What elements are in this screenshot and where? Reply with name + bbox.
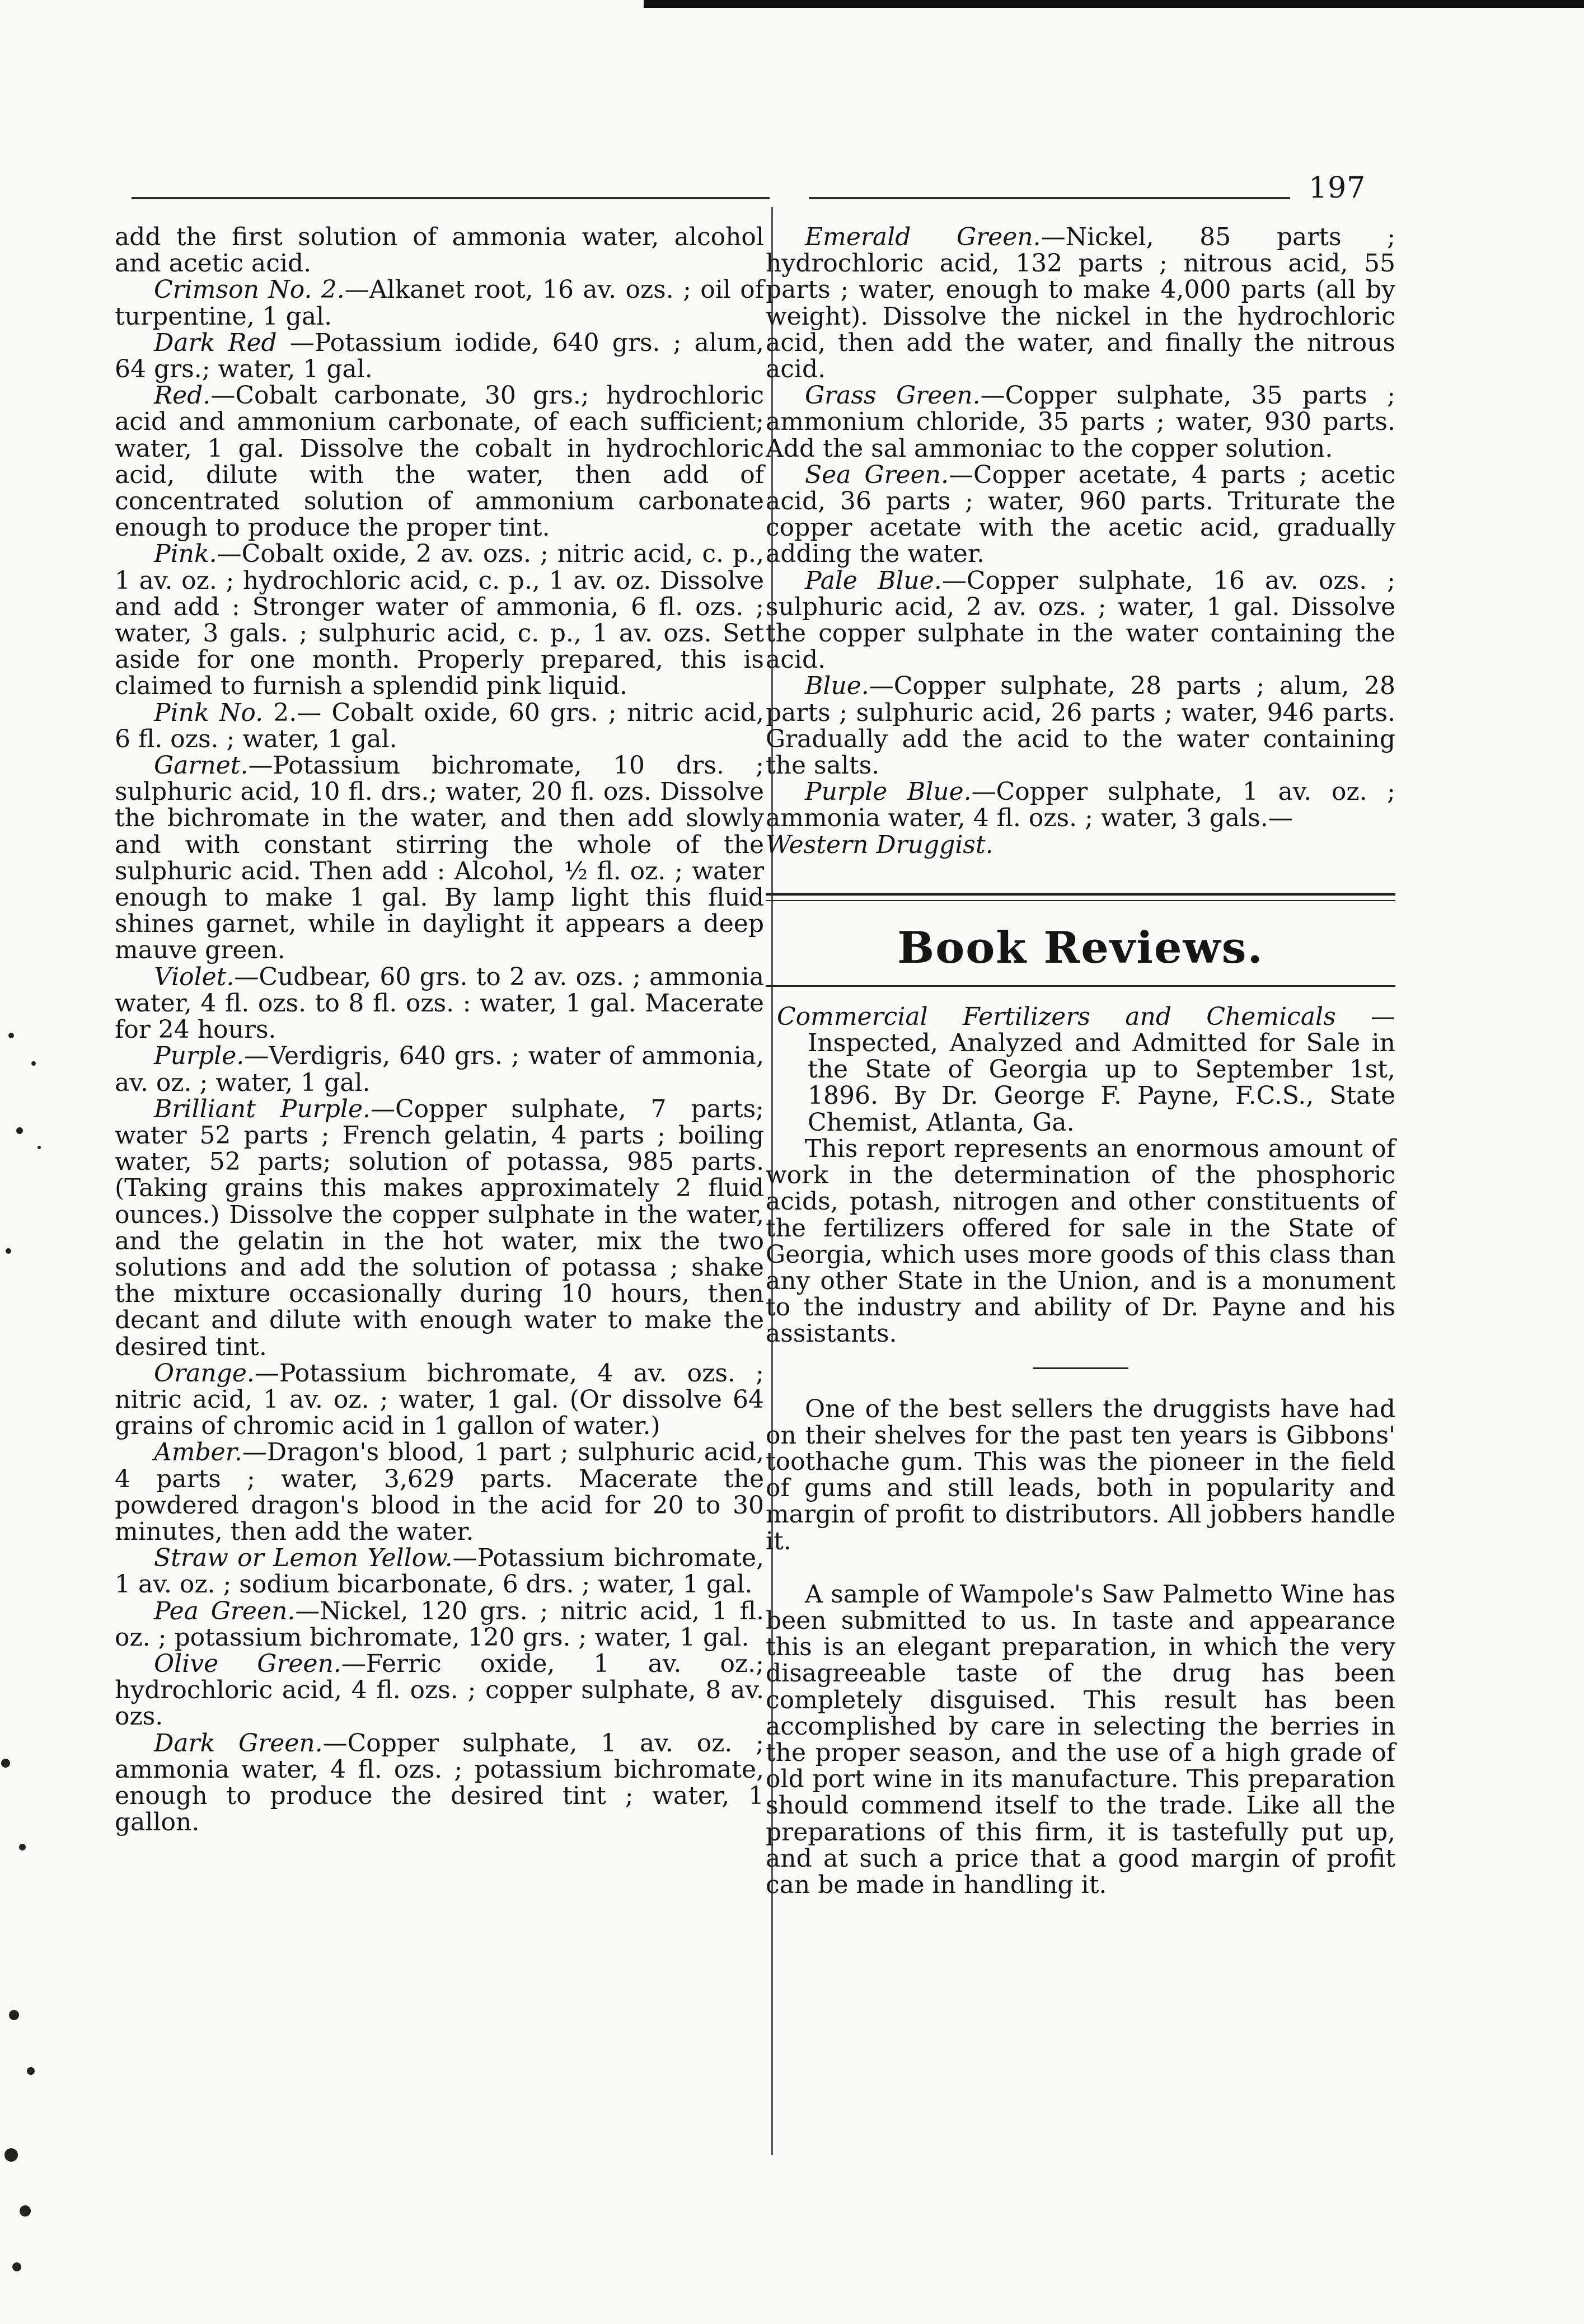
right-entry [766,224,1395,382]
right-entry [766,673,1395,779]
source-credit: Western Druggist. [766,830,993,859]
scan-edge-specks [0,0,112,2324]
review-citation [766,1004,1395,1136]
left-entry-lead: Red. [154,381,211,410]
left-entry-lead: Amber. [154,1438,242,1467]
right-entry-text: —Copper sulphate, 35 parts ; ammonium chloride, 35 parts ; water, 930 parts. Add the sal ammoniac to the copper solution. [766,381,1395,463]
left-entry [115,541,764,699]
review-title: Commercial Fertilizers and Chemicals [777,1002,1336,1031]
left-entry-lead: Violet. [154,962,235,991]
left-entry-lead: Crimson No. 2. [154,275,345,304]
right-entry-text: —Copper sulphate, 28 parts ; alum, 28 parts ; sulphuric acid, 26 parts ; water, 946 parts. Gradually add the acid to the water containing the salts. [766,672,1395,780]
right-column [766,224,1395,1898]
left-entry-lead: Dark Green. [154,1728,323,1758]
left-entry-lead: Orange. [154,1358,255,1388]
left-entry-lead: Pink. [154,540,217,569]
left-entry-lead: Straw or Lemon Yellow. [154,1544,453,1573]
left-entry [115,964,764,1043]
right-recipes [766,224,1395,832]
left-entry [115,330,764,382]
left-entry-text: —Ferric oxide, 1 av. oz.; hydrochloric acid, 4 fl. ozs. ; copper sulphate, 8 av. ozs. [115,1649,764,1731]
review-citation-rest: — Inspected, Analyzed and Admitted for Sale in the State of Georgia up to September 1st, 1896. By Dr. George F. Payne, F.C.S., State Chemist, Atlanta, Ga. [808,1002,1395,1137]
right-entry-lead: Sea Green. [805,460,949,489]
right-entry-lead: Grass Green. [805,381,981,410]
right-entry-text: —Copper sulphate, 1 av. oz. ; ammonia water, 4 fl. ozs. ; water, 3 gals.— [766,777,1395,833]
left-column [115,224,764,1835]
left-entry [115,1439,764,1545]
left-entry [115,224,764,277]
left-entry [115,1545,764,1597]
left-entry-lead: Purple. [154,1042,245,1071]
header-rule-right [809,197,1290,199]
right-entry-text: —Copper sulphate, 16 av. ozs. ; sulphuric acid, 2 av. ozs. ; water, 1 gal. Dissolve the copper sulphate in the water containing the acid. [766,566,1395,674]
left-entry [115,382,764,541]
note-gibbons: One of the best sellers the druggists have had on their shelves for the past ten years is Gibbons' toothache gum. This was the pioneer in the field of gums and still leads, both in popularity and margin of profit to distributors. All jobbers handle it. [766,1394,1395,1555]
left-entry-text: —Potassium bichromate, 10 drs. ; sulphuric acid, 10 fl. drs.; water, 20 fl. ozs. Dissolve the bichromate in the water, and then add slowly and with constant stirring the whole of the sulphuric acid. Then add : Alcohol, ½ fl. oz. ; water enough to make 1 gal. By lamp light this fluid shines garnet, while in daylight it appears a deep mauve green. [115,751,764,965]
note-wampole: A sample of Wampole's Saw Palmetto Wine has been submitted to us. In taste and appearance this is an elegant preparation, in which the very disagreeable taste of the drug has been completely disguised. This result has been accomplished by care in selecting the berries in the proper season, and the use of a high grade of old port wine in its manufacture. This preparation should commend itself to the trade. Like all the preparations of this firm, it is tastefully put up, and at such a price that a good margin of profit can be made in handling it. [766,1580,1395,1899]
left-entry-lead: Brilliant Purple. [154,1094,371,1123]
right-entry-text: —Copper acetate, 4 parts ; acetic acid, 36 parts ; water, 960 parts. Triturate the copper acetate with the acetic acid, gradually adding the water. [766,460,1395,569]
left-entry-text: —Potassium bichromate, 1 av. oz. ; sodium bicarbonate, 6 drs. ; water, 1 gal. [115,1544,764,1599]
page-number: 197 [1309,171,1366,205]
right-entry [766,462,1395,568]
left-entry [115,1598,764,1651]
right-entry-lead: Pale Blue. [805,566,942,595]
right-entry-lead: Blue. [805,672,869,701]
left-entry [115,1730,764,1836]
left-entry-text: —Potassium bichromate, 4 av. ozs. ; nitric acid, 1 av. oz. ; water, 1 gal. (Or dissolve 64 grains of chromic acid in 1 gallon of water.) [115,1358,764,1441]
left-entry-lead: Garnet. [154,751,249,780]
left-entry [115,1651,764,1730]
page-top-edge [644,0,1584,8]
left-entry-lead: Dark Red [154,328,277,357]
header-rule-left [132,197,770,199]
heading-rule [766,985,1395,987]
left-entry-text: —Nickel, 120 grs. ; nitric acid, 1 fl. oz. ; potassium bichromate, 120 grs. ; water, 1 gal. [115,1596,764,1652]
review-body: This report represents an enormous amount of work in the determination of the phosphoric acids, potash, nitrogen and other constituents of the fertilizers offered for sale in the State of Georgia, which uses more goods of this class than any other State in the Union, and is a monument to the industry and ability of Dr. Payne and his assistants. [766,1134,1395,1348]
right-entry-lead: Purple Blue. [805,777,972,807]
left-entry-text: add the first solution of ammonia water, alcohol and acetic acid. [115,223,764,278]
left-entry-text: —Cobalt oxide, 2 av. ozs. ; nitric acid, c. p., 1 av. oz. ; hydrochloric acid, c. p., 1 av. oz. Dissolve and add : Stronger water of ammonia, 6 fl. ozs. ; water, 3 gals. ; sulphuric acid, c. p., 1 av. ozs. Set aside for one month. Properly prepared, this is claimed to furnish a splendid pink liquid. [115,540,764,701]
right-entry-lead: Emerald Green. [805,223,1041,251]
left-entry-lead: Olive Green. [154,1649,341,1678]
section-heading: Book Reviews. [897,922,1264,973]
right-entry [766,568,1395,673]
double-rule [766,893,1395,901]
section-break-rule [1033,1367,1128,1369]
left-entry-text: —Cudbear, 60 grs. to 2 av. ozs. ; ammonia water, 4 fl. ozs. to 8 fl. ozs. : water, 1 gal. Macerate for 24 hours. [115,962,764,1044]
left-entry [115,1043,764,1095]
right-entry-text: —Nickel, 85 parts ; hydrochloric acid, 132 parts ; nitrous acid, 55 parts ; water, enough to make 4,000 parts (all by weight). Dissolve the nickel in the hydrochloric acid, then add the water, and finally the nitrous acid. [766,223,1395,384]
left-entry-text: —Copper sulphate, 7 parts; water 52 parts ; French gelatin, 4 parts ; boiling water, 52 parts; solution of potassa, 985 parts. (Taking grains this makes approximately 2 fluid ounces.) Dissolve the copper sulphate in the water, and the gelatin in the hot water, mix the two solutions and add the solution of potassa ; shake the mixture occasionally during 10 hours, then decant and dilute with enough water to make the desired tint. [115,1094,764,1361]
left-entry-text: —Cobalt carbonate, 30 grs.; hydrochloric acid and ammonium carbonate, of each sufficient; water, 1 gal. Dissolve the cobalt in hydrochloric acid, dilute with the water, then add of concentrated solution of ammonium carbonate enough to produce the proper tint. [115,381,764,542]
right-entry [766,382,1395,462]
left-entry-lead: Pea Green. [154,1596,296,1625]
left-entry-text: —Potassium iodide, 640 grs. ; alum, 64 grs.; water, 1 gal. [115,328,764,384]
left-entry [115,1360,764,1440]
right-entry [766,779,1395,831]
left-entry-text: —Copper sulphate, 1 av. oz. ; ammonia water, 4 fl. ozs. ; potassium bichromate, enough to produce the desired tint ; water, 1 gallon. [115,1728,764,1837]
left-entry-text: —Alkanet root, 16 av. ozs. ; oil of turpentine, 1 gal. [115,275,764,331]
left-entry-text: —Verdigris, 640 grs. ; water of ammonia, av. oz. ; water, 1 gal. [115,1042,764,1097]
left-entry-text: —Dragon's blood, 1 part ; sulphuric acid, 4 parts ; water, 3,629 parts. Macerate the powdered dragon's blood in the acid for 20 to 30 minutes, then add the water. [115,1438,764,1546]
left-entry-text: 2.— Cobalt oxide, 60 grs. ; nitric acid, 6 fl. ozs. ; water, 1 gal. [115,698,764,753]
left-entry [115,1096,764,1360]
left-entry [115,700,764,752]
left-entry-lead: Pink No. [154,698,264,727]
left-entry [115,277,764,329]
left-entry [115,752,764,964]
